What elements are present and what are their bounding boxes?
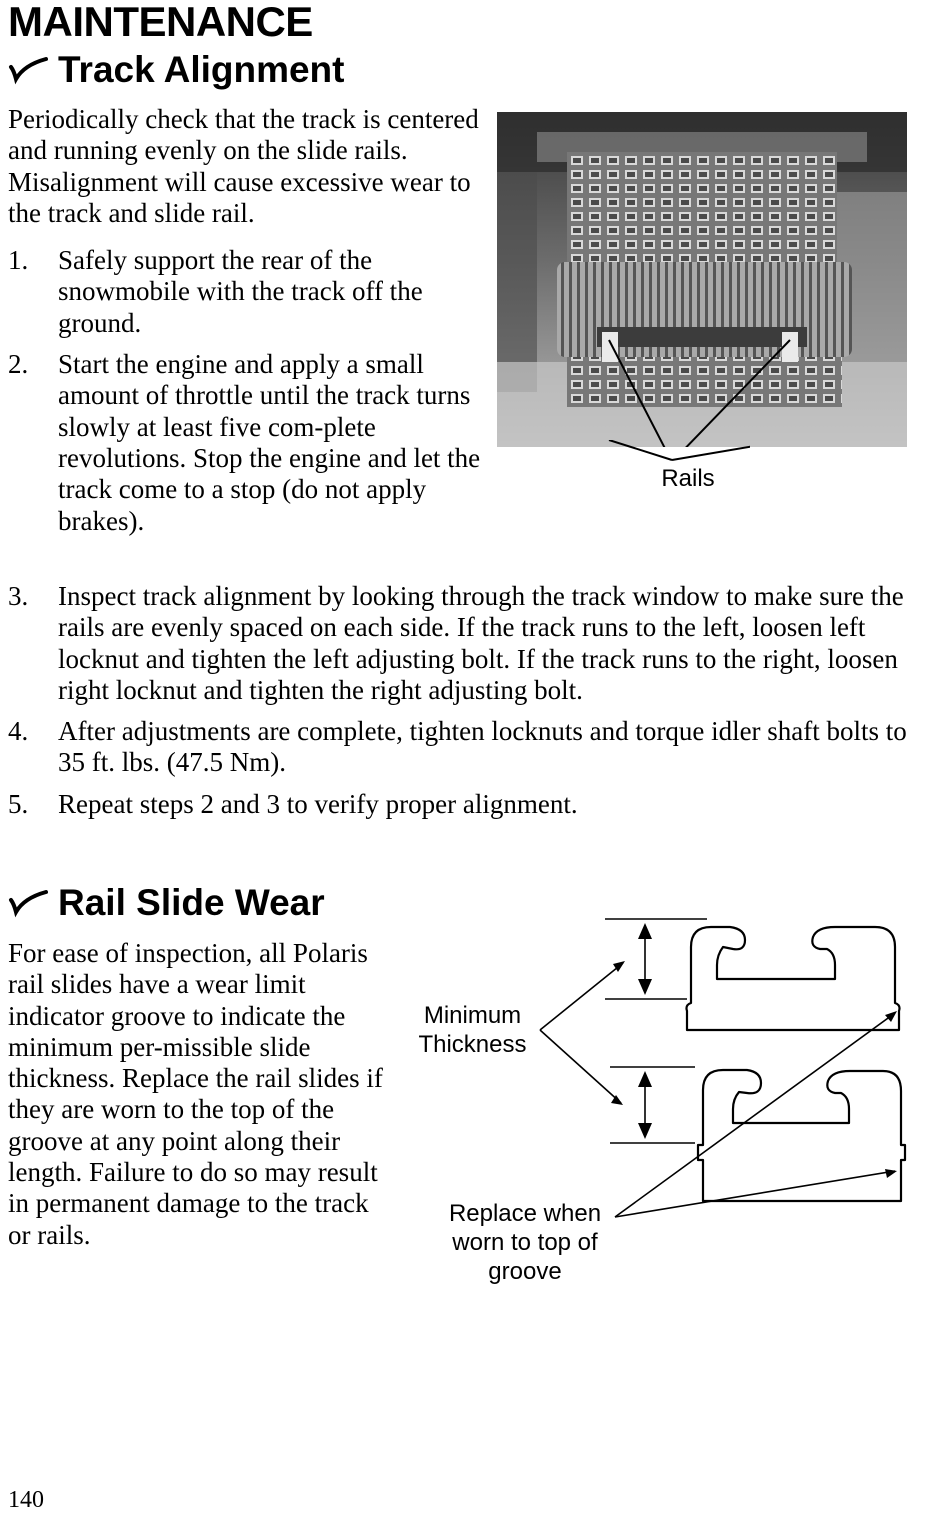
track-alignment-heading-text: Track Alignment [58, 49, 345, 90]
leader-line [615, 1171, 895, 1217]
new-slide-profile [698, 1070, 905, 1201]
step-text: After adjustments are complete, tighten locknuts and torque idler shaft bolts to 35 ft. lbs. (47.5 Nm). [58, 716, 907, 778]
leader-line [540, 963, 623, 1030]
rail-slide-wear-heading [8, 881, 325, 925]
rail-slide-wear-heading-text: Rail Slide Wear [58, 882, 325, 923]
replace-when-worn-label: Replace when worn to top of groove [448, 1200, 602, 1285]
step-number: 1. [8, 245, 29, 276]
track-photo [497, 112, 907, 447]
track-alignment-steps-upper [8, 245, 486, 537]
step-number: 3. [8, 581, 29, 611]
list-item [8, 716, 908, 779]
step-text: Safely support the rear of the snowmobile with the track off the ground. [58, 245, 423, 338]
list-item [8, 789, 908, 820]
checkmark-icon [8, 55, 50, 85]
left-rail [602, 332, 618, 362]
step-text: Inspect track alignment by looking through the track window to make sure the rails are evenly spaced on each side. If the track runs to the left, loosen left locknut and tighten the left adjusting bolt. If the track runs to the right, loosen right locknut and tighten the right adjusting bolt. [58, 581, 904, 705]
leader-line [540, 1030, 621, 1103]
leader-line [615, 1013, 895, 1217]
track-alignment-heading [8, 48, 344, 92]
track-lugs [567, 152, 837, 262]
step-text: Start the engine and apply a small amount of throttle until the track turns slowly at least five com-plete revolutions. Stop the engine and let the track come to a stop (do not apply brakes). [58, 349, 481, 536]
worn-slide-profile [687, 927, 900, 1030]
step-number: 5. [8, 788, 29, 819]
step-text: Repeat steps 2 and 3 to verify proper alignment. [58, 788, 578, 819]
list-item [8, 581, 908, 706]
track-alignment-steps-lower [8, 581, 908, 830]
step-number: 4. [8, 716, 29, 747]
list-item [8, 245, 486, 339]
page-number: 140 [8, 1487, 44, 1513]
minimum-thickness-label: Minimum Thickness [418, 1002, 527, 1058]
list-item [8, 349, 486, 537]
rail-slide-wear-body: For ease of inspection, all Polaris rail slides have a wear limit indicator groove to indicate the minimum per-missible slide thickness. Replace the rail slides if they are worn to the top of the groove at any point along their length. Failure to do so may result in permanent damage to the track or rails. [8, 938, 383, 1250]
section-title: MAINTENANCE [8, 0, 313, 45]
track-alignment-intro: Periodically check that the track is centered and running evenly on the slide rails. Misalignment will cause excessive wear to the track and slide rail. [8, 104, 479, 228]
step-number: 2. [8, 349, 29, 380]
rails-label: Rails [661, 465, 715, 492]
track-alignment-upper-column [8, 104, 486, 547]
checkmark-icon [8, 888, 50, 918]
